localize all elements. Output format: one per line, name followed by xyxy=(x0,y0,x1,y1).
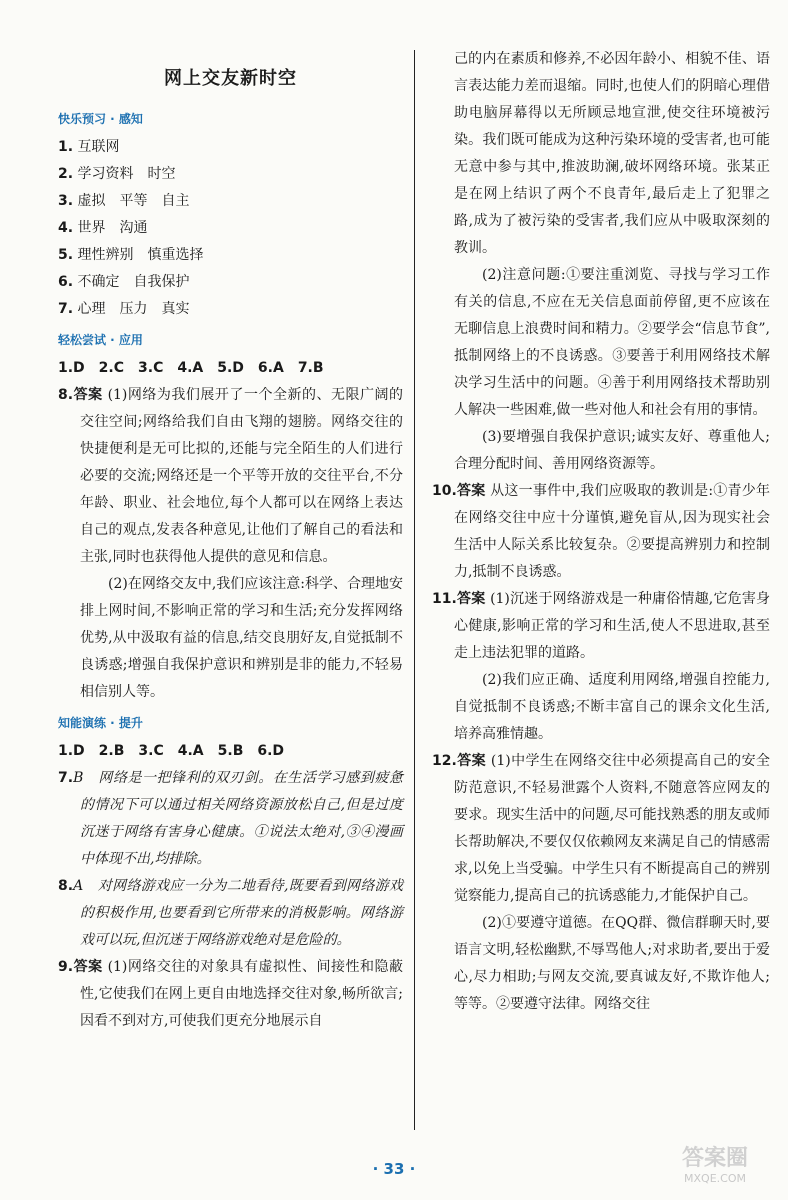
list-item: 2. 学习资料 时空 xyxy=(58,166,176,182)
question-11-part-2: (2)我们应正确、适度利用网络,增强自控能力,自觉抵制不良诱惑;不断丰富自己的课余文化生活,培养高雅情趣。 xyxy=(454,672,770,742)
preview-answers xyxy=(58,134,403,323)
question-9-answer: 9.答案 (1)网络交往的对象具有虚拟性、间接性和隐蔽性,它使我们在网上更自由地选择交往对象,畅所欲言;因看不到对方,可使我们更充分地展示自 xyxy=(58,959,404,1029)
right-column xyxy=(432,46,770,1018)
list-item: 6. 不确定 自我保护 xyxy=(58,274,190,290)
watermark-logo: 答案圈 xyxy=(681,1146,748,1171)
watermark-url: MXQE.COM xyxy=(684,1172,746,1185)
question-7-explanation: 7.B 网络是一把锋利的双刃剑。在生活学习感到疲惫的情况下可以通过相关网络资源放松自己,但是过度沉迷于网络有害身心健康。①说法太绝对,③④漫画中体现不出,均排除。 xyxy=(58,770,403,867)
question-8-part-2: (2)在网络交友中,我们应该注意:科学、合理地安排上网时间,不影响正常的学习和生活;充分发挥网络优势,从中汲取有益的信息,结交良朋好友,自觉抵制不良诱惑;增强自我保护意识和辨别是非的能力,不轻易相信别人等。 xyxy=(80,576,403,700)
section-heading-practice: 知能演练 · 提升 xyxy=(58,716,143,730)
choice-answers-line: 1.D 2.C 3.C 4.A 5.D 6.A 7.B xyxy=(58,360,324,376)
question-11-answer: 11.答案 (1)沉迷于网络游戏是一种庸俗情趣,它危害身心健康,影响正常的学习和生活,使人不思进取,甚至走上违法犯罪的道路。 xyxy=(432,591,771,661)
practice-answers-line: 1.D 2.B 3.C 4.A 5.B 6.D xyxy=(58,743,285,759)
question-8-answer: 8.答案 (1)网络为我们展开了一个全新的、无限广阔的交往空间;网络给我们自由飞翔的翅膀。网络交往的快捷便利是无可比拟的,还能与完全陌生的人们进行必要的交流;网络还是一个平等开放的交往平台,不分年龄、职业、社会地位,每个人都可以在网络上表达自己的观点,发表各种意见,让他们了解自己的看法和主张,同时也获得他人提供的意见和信息。 xyxy=(58,387,404,565)
left-column xyxy=(58,46,403,1035)
list-item: 7. 心理 压力 真实 xyxy=(58,301,190,317)
list-item: 3. 虚拟 平等 自主 xyxy=(58,193,190,209)
column-divider xyxy=(414,50,415,1130)
page-title: 网上交友新时空 xyxy=(164,68,297,89)
question-8b-explanation: 8.A 对网络游戏应一分为二地看待,既要看到网络游戏的积极作用,也要看到它所带来的消极影响。网络游戏可以玩,但沉迷于网络游戏绝对是危险的。 xyxy=(58,878,403,948)
question-9-continued: 己的内在素质和修养,不必因年龄小、相貌不佳、语言表达能力差而退缩。同时,也使人们的阴暗心理借助电脑屏幕得以无所顾忌地宣泄,使交往环境被污染。我们既可能成为这种污染环境的受害者,也可能无意中参与其中,推波助澜,破坏网络环境。张某正是在网上结识了两个不良青年,最后走上了犯罪之路,成为了被污染的受害者,我们应从中吸取深刻的教训。 xyxy=(454,51,770,256)
list-item: 5. 理性辨别 慎重选择 xyxy=(58,247,204,263)
question-9-part-3: (3)要增强自我保护意识;诚实友好、尊重他人;合理分配时间、善用网络资源等。 xyxy=(454,429,770,472)
question-12-part-2: (2)①要遵守道德。在QQ群、微信群聊天时,要语言文明,轻松幽默,不辱骂他人;对求助者,要出于爱心,尽力相助;与网友交流,要真诚友好,不欺诈他人;等等。②要遵守法律。网络交往 xyxy=(454,915,770,1012)
page-number: · 33 · xyxy=(372,1160,416,1178)
question-9-part-2: (2)注意问题:①要注重浏览、寻找与学习工作有关的信息,不应在无关信息面前停留,更不应该在无聊信息上浪费时间和精力。②要学会“信息节食”,抵制网络上的不良诱惑。③要善于利用网络技术解决学习生活中的问题。④善于利用网络技术帮助别人解决一些困难,做一些对他人和社会有用的事情。 xyxy=(454,267,770,418)
list-item: 1. 互联网 xyxy=(58,139,120,155)
section-heading-try: 轻松尝试 · 应用 xyxy=(58,333,143,347)
section-heading-preview: 快乐预习 · 感知 xyxy=(58,112,143,126)
question-12-answer: 12.答案 (1)中学生在网络交往中必须提高自己的安全防范意识,不轻易泄露个人资料,不随意答应网友的要求。现实生活中的问题,尽可能找熟悉的朋友或师长帮助解决,不要仅仅依赖网友来满足自己的情感需求,以免上当受骗。中学生只有不断提高自己的辨别觉察能力,提高自己的抗诱惑能力,才能保护自己。 xyxy=(432,753,770,904)
question-10-answer: 10.答案 从这一事件中,我们应吸取的教训是:①青少年在网络交往中应十分谨慎,避免盲从,因为现实社会生活中人际关系比较复杂。②要提高辨别力和控制力,抵制不良诱惑。 xyxy=(432,483,771,580)
list-item: 4. 世界 沟通 xyxy=(58,220,148,236)
watermark xyxy=(660,1146,770,1190)
